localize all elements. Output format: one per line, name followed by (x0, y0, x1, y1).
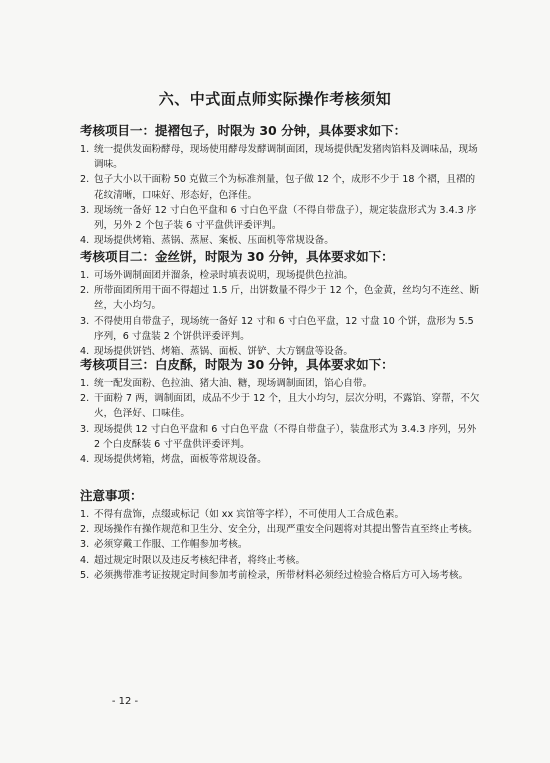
item-number: 1. (80, 144, 90, 155)
item-number: 2. (80, 174, 90, 186)
item-number: 3. (80, 423, 90, 435)
list-item (80, 537, 480, 552)
exam-section-2 (80, 248, 480, 359)
item-number: 2. (80, 285, 90, 297)
item-text: 可场外调制面团并溜条，检录时填表说明，现场提供色拉油。 (94, 270, 354, 281)
notes-section (80, 487, 480, 583)
list-item (80, 422, 480, 452)
list-item (80, 568, 480, 583)
list-item (80, 553, 480, 568)
list-item (80, 233, 480, 248)
item-text: 现场提供烤箱、蒸锅、蒸屉、案板、压面机等常规设备。 (94, 235, 334, 247)
list-item (80, 452, 480, 467)
item-number: 1. (80, 378, 90, 389)
list-item (80, 522, 480, 537)
list-item (80, 507, 480, 522)
item-number: 4. (80, 554, 90, 566)
section-heading: 考核项目二：金丝饼，时限为 30 分钟，具体要求如下： (80, 249, 394, 264)
item-number: 1. (80, 509, 90, 520)
section-heading: 考核项目三：白皮酥，时限为 30 分钟，具体要求如下： (80, 357, 394, 372)
item-text: 现场统一备好 12 寸白色平盘和 6 寸白色平盘（不得自带盘子），规定装盘形式为 3.4.3 序列，另外 2 个包子装 6 寸平盘供评委评判。 (94, 204, 477, 232)
item-text: 包子大小以干面粉 50 克做三个为标准剂量，包子做 12 个，成形不少于 18 个褶，且褶的花纹清晰，口味好、形态好，色泽佳。 (94, 174, 476, 201)
list-item (80, 376, 480, 391)
item-number: 3. (80, 204, 90, 216)
item-text: 统一配发面粉、色拉油、猪大油、糖，现场调制面团，馅心自带。 (94, 378, 373, 389)
item-number: 3. (80, 539, 90, 551)
page-title: 六、中式面点师实际操作考核须知 (158, 90, 392, 108)
list-item (80, 314, 480, 344)
item-text: 统一提供发面粉酵母，现场使用酵母发酵调制面团，现场提供配发猪肉馅料及调味品，现场调味。 (94, 144, 478, 171)
page-number: - 12 - (111, 696, 139, 707)
item-text: 超过规定时限以及违反考核纪律者，将终止考核。 (94, 554, 306, 566)
requirements-list (80, 142, 480, 248)
section-heading: 注意事项： (80, 488, 143, 503)
item-number: 2. (80, 524, 90, 536)
item-text: 干面粉 7 两，调制面团，成品不少于 12 个，且大小均匀，层次分明，不露馅、穿帮，不欠火，色泽好、口味佳。 (94, 393, 480, 420)
notes-list (80, 507, 480, 583)
list-item (80, 172, 480, 202)
item-text: 现场提供 12 寸白色平盘和 6 寸白色平盘（不得自带盘子），装盘形式为 3.4.3 序列，另外 2 个白皮酥装 6 寸平盘供评委评判。 (94, 423, 477, 450)
item-text: 现场提供烤箱，烤盘，面板等常规设备。 (94, 454, 267, 466)
item-number: 2. (80, 393, 90, 405)
item-text: 不得有盘饰，点缀或标记（如 xx 宾馆等字样），不可使用人工合成色素。 (94, 509, 405, 520)
item-number: 3. (80, 315, 90, 327)
item-text: 所带面团所用干面不得超过 1.5 斤，出饼数量不得少于 12 个，色金黄，丝均匀不连丝、断丝，大小均匀。 (94, 285, 480, 312)
item-number: 4. (80, 346, 90, 358)
item-text: 必须穿戴工作服、工作帽参加考核。 (94, 539, 248, 551)
list-item (80, 203, 480, 233)
section-heading: 考核项目一：提褶包子，时限为 30 分钟，具体要求如下： (80, 123, 407, 138)
list-item (80, 268, 480, 283)
item-text: 不得使用自带盘子，现场统一备好 12 寸和 6 寸白色平盘，12 寸盘 10 个饼，盘形为 5.5 序列，6 寸盘装 2 个饼供评委评判。 (94, 315, 474, 342)
list-item (80, 142, 480, 172)
requirements-list (80, 376, 480, 467)
item-text: 现场操作有操作规范和卫生分、安全分，出现严重安全问题将对其提出警告直至终止考核。 (94, 524, 478, 536)
list-item (80, 391, 480, 421)
item-number: 4. (80, 235, 90, 247)
item-number: 1. (80, 270, 90, 281)
list-item (80, 283, 480, 313)
requirements-list (80, 268, 480, 359)
exam-section-1 (80, 122, 480, 248)
item-number: 4. (80, 454, 90, 466)
exam-section-3 (80, 356, 480, 467)
item-text: 现场提供饼铛、烤箱、蒸锅、面板、饼铲、大方钢盘等设备。 (94, 346, 354, 358)
item-number: 5. (80, 569, 90, 581)
item-text: 必须携带准考证按规定时间参加考前检录，所带材料必须经过检验合格后方可入场考核。 (94, 569, 469, 581)
